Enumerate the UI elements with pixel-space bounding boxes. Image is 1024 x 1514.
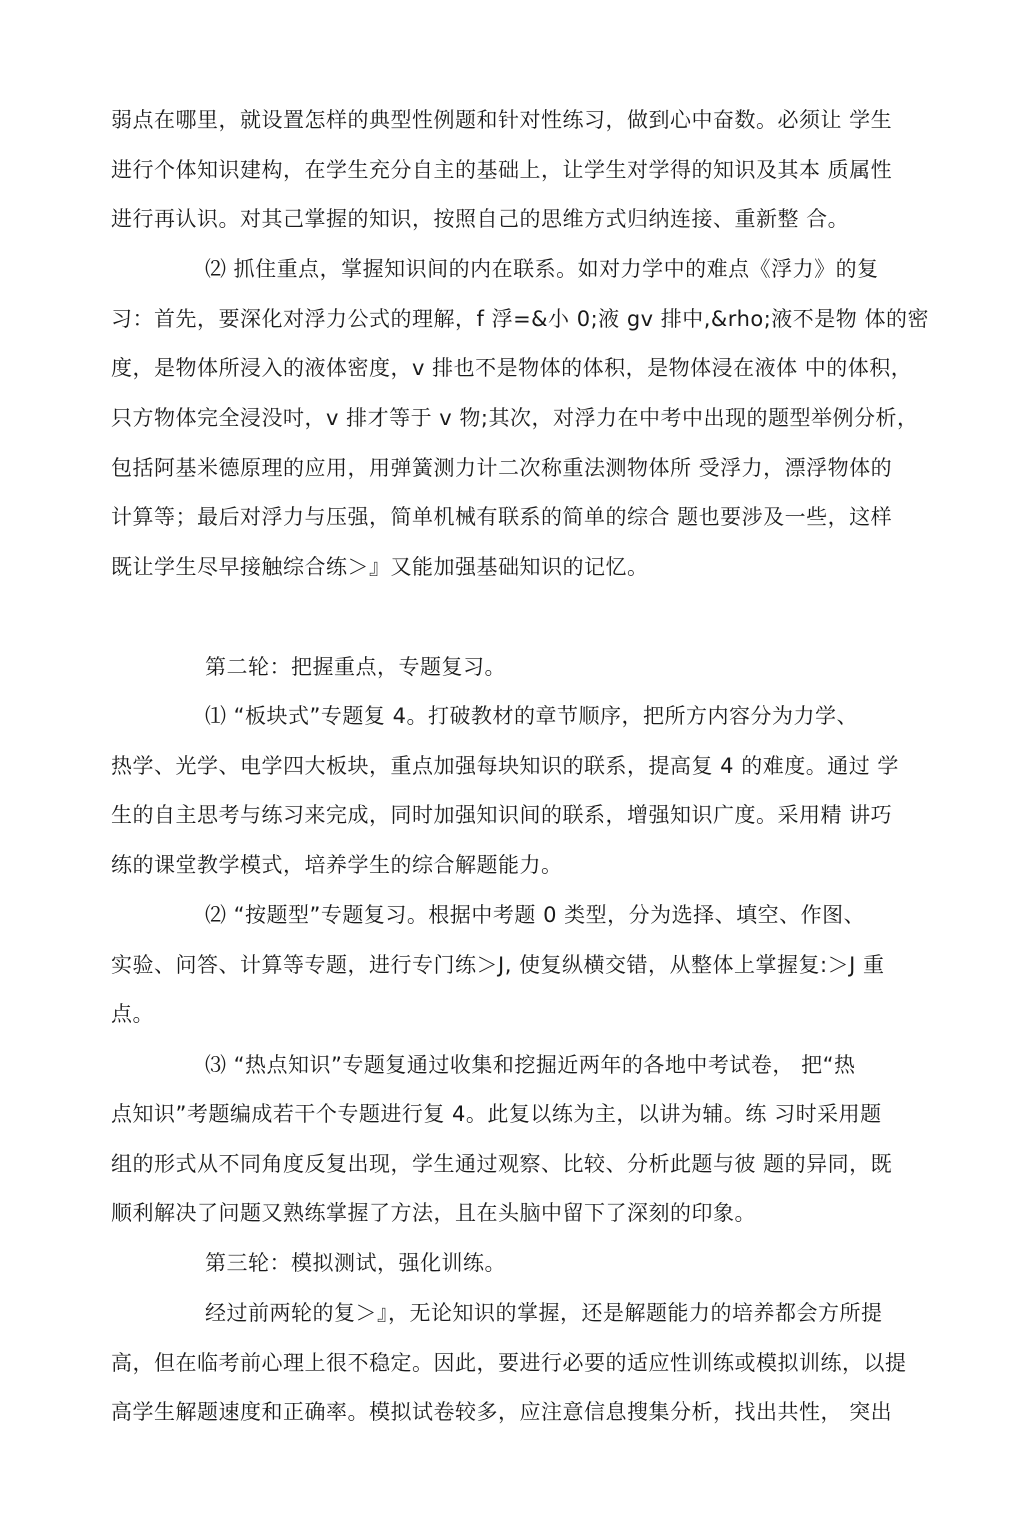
text-line-8: 包括阿基米德原理的应用，用弹簧测力计二次称重法测物体所 受浮力，漂浮物体的 (111, 456, 893, 480)
text-line-1: 弱点在哪里，就设置怎样的典型性例题和针对性练习，做到心中奋数。必须让 学生 (111, 108, 893, 132)
text-line-17: 实验、问答、计算等专题，进行专门练＞J, 使复纵横交错，从整体上掌握复:＞J 重 (111, 953, 885, 977)
section-heading-round-3: 第三轮：模拟测试，强化训练。 (205, 1251, 506, 1275)
text-line-2: 进行个体知识建构，在学生充分自主的基础上，让学生对学得的知识及其本 质属性 (111, 158, 893, 182)
text-line-21: 组的形式从不同角度反复出现，学生通过观察、比较、分析此题与彼 题的异同，既 (111, 1152, 893, 1176)
text-line-4: ⑵ 抓住重点，掌握知识间的内在联系。如对力学中的难点《浮力》的复 (205, 257, 879, 281)
text-line-13: 热学、光学、电学四大板块，重点加强每块知识的联系，提高复 4 的难度。通过 学 (111, 754, 899, 778)
text-line-22: 顺利解决了问题又熟练掌握了方法，且在头脑中留下了深刻的印象。 (111, 1201, 756, 1225)
text-line-5: 习：首先，要深化对浮力公式的理解，f 浮=&小 0;液 gv 排中,&rho;液不是物 体的密 (111, 307, 929, 331)
text-line-14: 生的自主思考与练习来完成，同时加强知识间的联系，增强知识广度。采用精 讲巧 (111, 803, 893, 827)
text-line-6: 度，是物体所浸入的液体密度，v 排也不是物体的体积，是物体浸在液体 中的体积， (111, 356, 913, 380)
text-line-9: 计算等；最后对浮力与压强，简单机械有联系的简单的综合 题也要涉及一些，这样 (111, 505, 893, 529)
text-line-25: 高，但在临考前心理上很不稳定。因此，要进行必要的适应性训练或模拟训练，以提 (111, 1351, 907, 1375)
text-line-15: 练的课堂教学模式，培养学生的综合解题能力。 (111, 853, 563, 877)
section-heading-round-2: 第二轮：把握重点，专题复习。 (205, 655, 506, 679)
text-line-3: 进行再认识。对其己掌握的知识，按照自己的思维方式归纳连接、重新整 合。 (111, 207, 850, 231)
text-line-10: 既让学生尽早接触综合练＞』又能加强基础知识的记忆。 (111, 555, 649, 579)
text-line-20: 点知识”考题编成若干个专题进行复 4。此复以练为主，以讲为辅。练 习时采用题 (111, 1102, 882, 1126)
text-line-18: 点。 (111, 1002, 154, 1026)
text-line-26: 高学生解题速度和正确率。模拟试卷较多，应注意信息搜集分析，找出共性， 突出 (111, 1400, 893, 1424)
text-line-12: ⑴ “板块式”专题复 4。打破教材的章节顺序，把所方内容分为力学、 (205, 704, 858, 728)
text-line-19: ⑶ “热点知识”专题复通过收集和挖掘近两年的各地中考试卷， 把“热 (205, 1053, 856, 1077)
text-line-24: 经过前两轮的复＞』，无论知识的掌握，还是解题能力的培养都会方所提 (205, 1301, 883, 1325)
text-line-7: 只方物体完全浸没吋，v 排才等于 v 物;其次，对浮力在中考中出现的题型举例分析， (111, 406, 919, 430)
text-line-16: ⑵ “按题型”专题复习。根据中考题 0 类型，分为选择、填空、作图、 (205, 903, 866, 927)
